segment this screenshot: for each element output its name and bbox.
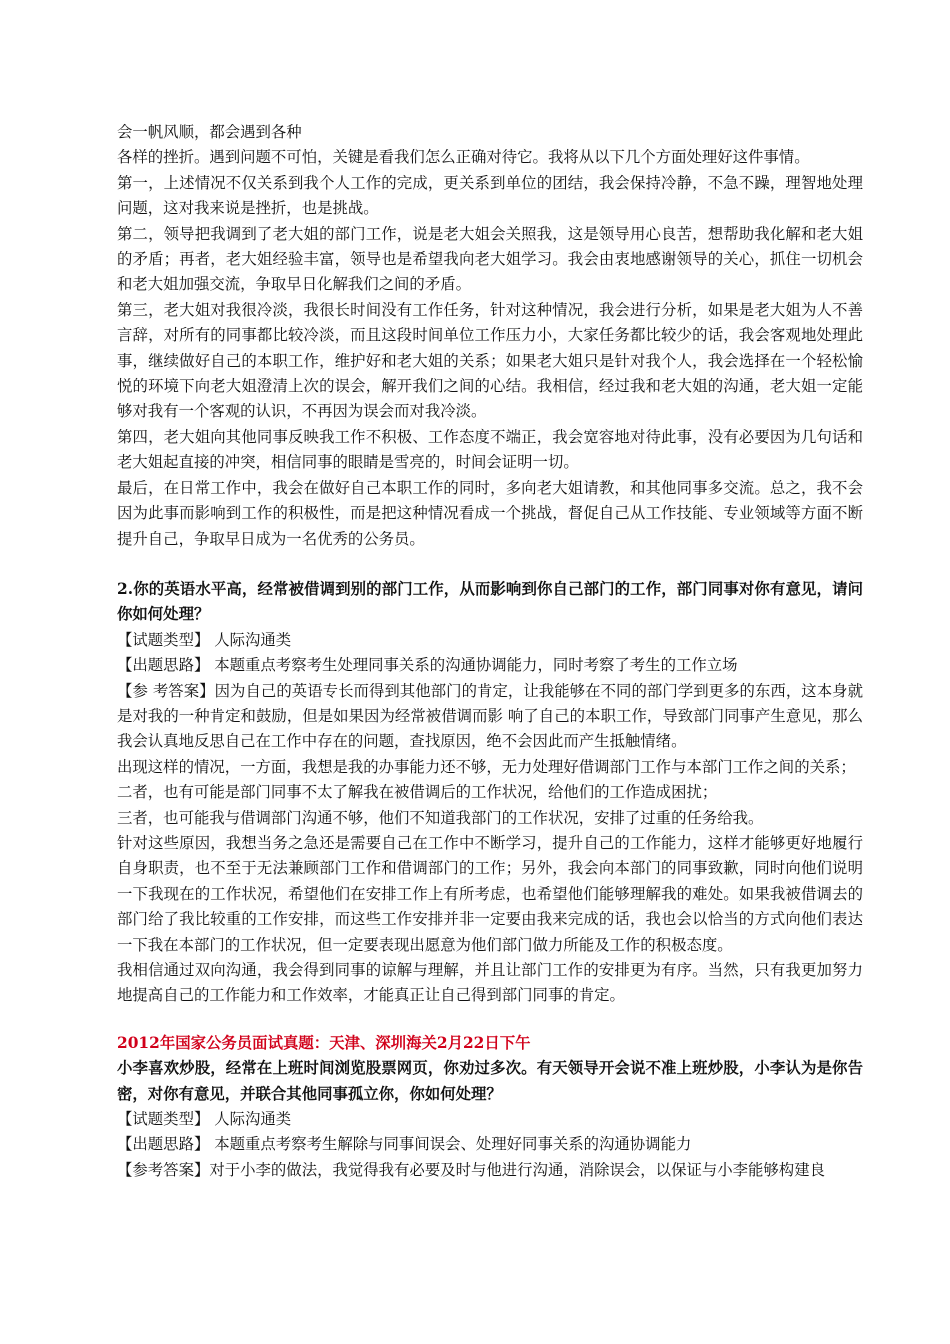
document-page bbox=[117, 120, 863, 1183]
section-heading: 2012年国家公务员面试真题：天津、深圳海关2月22日下午 bbox=[117, 1033, 531, 1052]
paragraph: 第三，老大姐对我很冷淡，我很长时间没有工作任务，针对这种情况，我会进行分析，如果是老大姐为人不善言辞，对所有的同事都比较冷淡，而且这段时间单位工作压力小，大家任务都比较少的话，我会客观地处理此事，继续做好自己的本职工作，维护好和老大姐的关系；如果老大姐只是针对我个人，我会选择在一个轻松愉悦的环境下向老大姐澄清上次的误会，解开我们之间的心结。我相信，经过我和老大姐的沟通，老大姐一定能够对我有一个客观的认识，不再因为误会而对我冷淡。 bbox=[117, 300, 863, 421]
paragraph: 会一帆风顺，都会遇到各种 bbox=[117, 123, 302, 141]
paragraph: 第一，上述情况不仅关系到我个人工作的完成，更关系到单位的团结，我会保持冷静，不急不躁，理智地处理问题，这对我来说是挫折，也是挑战。 bbox=[117, 173, 863, 218]
paragraph: 我相信通过双向沟通，我会得到同事的谅解与理解，并且让部门工作的安排更为有序。当然，只有我更加努力地提高自己的工作能力和工作效率，才能真正让自己得到部门同事的肯定。 bbox=[117, 961, 863, 1005]
question-idea: 【出题思路】 本题重点考察考生解除与同事间误会、处理好同事关系的沟通协调能力 bbox=[117, 1135, 692, 1154]
paragraph: 第二，领导把我调到了老大姐的部门工作，说是老大姐会关照我，这是领导用心良苦，想帮助我化解和老大姐的矛盾；再者，老大姐经验丰富，领导也是希望我向老大姐学习。我会由衷地感谢领导的关心，抓住一切机会和老大姐加强交流，争取早日化解我们之间的矛盾。 bbox=[117, 224, 863, 294]
question-title: 2.你的英语水平高，经常被借调到别的部门工作，从而影响到你自己部门的工作，部门同事对你有意见，请问你如何处理？ bbox=[117, 579, 863, 624]
question-type: 【试题类型】 人际沟通类 bbox=[117, 1110, 292, 1129]
reference-answer: 【参考答案】对于小李的做法，我觉得我有必要及时与他进行沟通，消除误会，以保证与小李能够构建良 bbox=[117, 1160, 825, 1179]
paragraph: 针对这些原因，我想当务之急还是需要自己在工作中不断学习，提升自己的工作能力，这样才能够更好地履行自身职责，也不至于无法兼顾部门工作和借调部门的工作；另外，我会向本部门的同事致歉，同时向他们说明一下我现在的工作状况，希望他们在安排工作上有所考虑，也希望他们能够理解我的难处。如果我被借调去的 部门给了我比较重的工作安排，而这些工作安排并非一定要由我来完成的话，我也会以恰当的方式向他们表达一下我在本部门的工作状况，但一定要表现出愿意为他们部门做力所能及工作的积极态度。 bbox=[117, 833, 863, 954]
spacer bbox=[117, 1009, 863, 1031]
question-title: 小李喜欢炒股，经常在上班时间浏览股票网页，你劝过多次。有天领导开会说不准上班炒股，小李认为是你告密，对你有意见，并联合其他同事孤立你，你如何处理？ bbox=[117, 1059, 863, 1103]
paragraph: 第四，老大姐向其他同事反映我工作不积极、工作态度不端正，我会宽容地对待此事，没有必要因为几句话和老大姐起直接的冲突，相信同事的眼睛是雪亮的，时间会证明一切。 bbox=[117, 427, 863, 472]
paragraph: 最后，在日常工作中，我会在做好自己本职工作的同时，多向老大姐请教，和其他同事多交流。总之，我不会因为此事而影响到工作的积极性，而是把这种情况看成一个挑战，督促自己从工作技能、专业领域等方面不断提升自己，争取早日成为一名优秀的公务员。 bbox=[117, 478, 863, 548]
question-idea: 【出题思路】 本题重点考察考生处理同事关系的沟通协调能力，同时考察了考生的工作立场 bbox=[117, 656, 738, 675]
reference-answer: 【参 考答案】因为自己的英语专长而得到其他部门的肯定，让我能够在不同的部门学到更多的东西，这本身就是对我的一种肯定和鼓励，但是如果因为经常被借调而影 响了自己的本职工作，导致部门同事产生意见，那么我会认真地反思自己在工作中存在的问题，查找原因，绝不会因此而产生抵触情绪。 bbox=[117, 681, 863, 751]
paragraph: 三者，也可能我与借调部门沟通不够，他们不知道我部门的工作状况，安排了过重的任务给我。 bbox=[117, 808, 764, 827]
spacer bbox=[117, 552, 863, 577]
question-type: 【试题类型】 人际沟通类 bbox=[117, 630, 292, 649]
paragraph: 二者，也有可能是部门同事不太了解我在被借调后的工作状况，给他们的工作造成困扰； bbox=[117, 783, 718, 802]
paragraph: 出现这样的情况，一方面，我想是我的办事能力还不够，无力处理好借调部门工作与本部门工作之间的关系； bbox=[117, 757, 856, 776]
paragraph: 各样的挫折。遇到问题不可怕，关键是看我们怎么正确对待它。我将从以下几个方面处理好这件事情。 bbox=[117, 148, 810, 167]
